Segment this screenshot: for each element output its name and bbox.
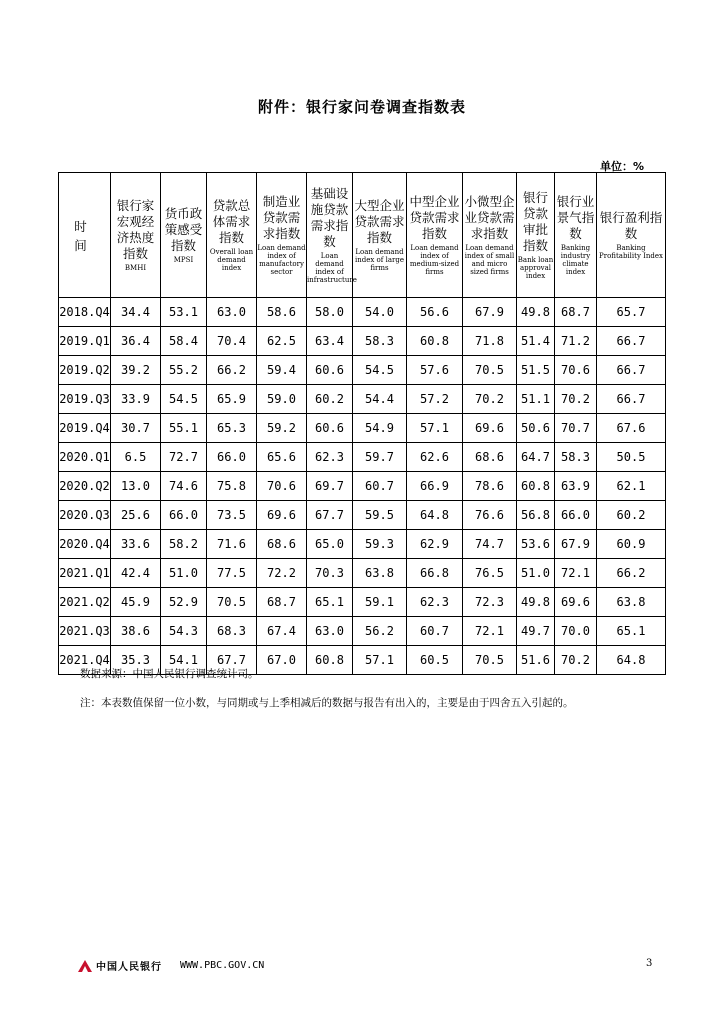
value-cell: 66.8 [407,559,463,588]
value-cell: 58.0 [307,298,353,327]
value-cell: 66.0 [207,443,257,472]
value-cell: 39.2 [111,356,161,385]
value-cell: 59.4 [257,356,307,385]
value-cell: 72.1 [463,617,517,646]
value-cell: 74.6 [161,472,207,501]
value-cell: 35.3 [111,646,161,675]
value-cell: 71.2 [555,327,597,356]
value-cell: 66.2 [207,356,257,385]
value-cell: 66.7 [597,385,666,414]
period-cell: 2020.Q4 [59,530,111,559]
period-cell: 2018.Q4 [59,298,111,327]
header-time [59,173,111,298]
value-cell: 72.2 [257,559,307,588]
period-cell: 2020.Q1 [59,443,111,472]
value-cell: 59.2 [257,414,307,443]
value-cell: 51.1 [517,385,555,414]
value-cell: 58.3 [555,443,597,472]
header-cn-label: 制造业贷款需求指数 [262,194,301,241]
value-cell: 67.6 [597,414,666,443]
value-cell: 71.6 [207,530,257,559]
value-cell: 60.5 [407,646,463,675]
value-cell: 55.1 [161,414,207,443]
value-cell: 70.5 [463,646,517,675]
value-cell: 59.3 [353,530,407,559]
value-cell: 76.6 [463,501,517,530]
column-header [161,173,207,298]
value-cell: 67.7 [207,646,257,675]
value-cell: 59.0 [257,385,307,414]
value-cell: 25.6 [111,501,161,530]
column-header [463,173,517,298]
value-cell: 13.0 [111,472,161,501]
value-cell: 60.6 [307,414,353,443]
value-cell: 70.5 [207,588,257,617]
header-cn-label: 中型企业贷款需求指数 [409,194,460,241]
column-header [597,173,666,298]
header-cn-label: 银行家宏观经济热度指数 [116,198,155,261]
value-cell: 66.0 [555,501,597,530]
header-en-label: Loan demand index of large firms [355,248,404,272]
period-cell: 2019.Q3 [59,385,111,414]
value-cell: 68.3 [207,617,257,646]
value-cell: 62.1 [597,472,666,501]
value-cell: 70.6 [257,472,307,501]
period-cell: 2020.Q2 [59,472,111,501]
value-cell: 49.7 [517,617,555,646]
value-cell: 60.2 [307,385,353,414]
column-header [407,173,463,298]
value-cell: 74.7 [463,530,517,559]
value-cell: 62.3 [307,443,353,472]
value-cell: 62.5 [257,327,307,356]
value-cell: 71.8 [463,327,517,356]
table-row [59,501,666,530]
table-row [59,356,666,385]
value-cell: 67.9 [463,298,517,327]
value-cell: 54.0 [353,298,407,327]
table-header-row [59,173,666,298]
value-cell: 62.6 [407,443,463,472]
table-body [59,298,666,675]
value-cell: 75.8 [207,472,257,501]
value-cell: 63.9 [555,472,597,501]
value-cell: 51.0 [161,559,207,588]
value-cell: 64.8 [407,501,463,530]
header-cn-label: 银行盈利指数 [599,210,663,241]
table-row [59,617,666,646]
header-en-label: Loan demand index of manufactory sector [257,244,306,276]
source-note: 数据来源：中国人民银行调查统计司。 [80,668,259,680]
pbc-logo-icon [78,960,92,972]
value-cell: 70.0 [555,617,597,646]
value-cell: 70.2 [463,385,517,414]
value-cell: 63.8 [353,559,407,588]
value-cell: 62.3 [407,588,463,617]
header-cn-label: 银行业景气指数 [556,194,595,241]
value-cell: 63.0 [307,617,353,646]
footer [78,958,264,973]
index-table [58,172,666,675]
value-cell: 51.0 [517,559,555,588]
value-cell: 51.6 [517,646,555,675]
value-cell: 68.7 [257,588,307,617]
value-cell: 51.4 [517,327,555,356]
header-cn-label: 银行贷款审批指数 [522,190,548,253]
period-cell: 2021.Q1 [59,559,111,588]
value-cell: 56.8 [517,501,555,530]
value-cell: 59.7 [353,443,407,472]
value-cell: 54.5 [161,385,207,414]
value-cell: 62.9 [407,530,463,559]
value-cell: 33.6 [111,530,161,559]
value-cell: 73.5 [207,501,257,530]
value-cell: 51.5 [517,356,555,385]
value-cell: 65.1 [597,617,666,646]
value-cell: 33.9 [111,385,161,414]
value-cell: 68.7 [555,298,597,327]
value-cell: 57.6 [407,356,463,385]
value-cell: 58.4 [161,327,207,356]
table-row [59,443,666,472]
bank-name: 中国人民银行 [96,962,162,973]
value-cell: 66.7 [597,327,666,356]
value-cell: 63.4 [307,327,353,356]
column-header [353,173,407,298]
value-cell: 45.9 [111,588,161,617]
value-cell: 54.4 [353,385,407,414]
value-cell: 65.3 [207,414,257,443]
value-cell: 6.5 [111,443,161,472]
value-cell: 70.6 [555,356,597,385]
header-cn-label: 时 间 [74,219,95,253]
value-cell: 49.8 [517,298,555,327]
value-cell: 67.9 [555,530,597,559]
table-row [59,414,666,443]
value-cell: 66.0 [161,501,207,530]
value-cell: 78.6 [463,472,517,501]
column-header [257,173,307,298]
value-cell: 57.2 [407,385,463,414]
value-cell: 50.6 [517,414,555,443]
table-row [59,559,666,588]
value-cell: 57.1 [353,646,407,675]
value-cell: 66.7 [597,356,666,385]
header-en-label: Loan demand index of infrastructure [307,252,357,284]
website-link[interactable]: WWW.PBC.GOV.CN [180,960,265,971]
value-cell: 54.1 [161,646,207,675]
page-number: 3 [646,958,653,969]
value-cell: 56.2 [353,617,407,646]
value-cell: 52.9 [161,588,207,617]
unit-label: 单位：% [600,160,645,173]
value-cell: 49.8 [517,588,555,617]
header-cn-label: 货币政策感受指数 [164,206,203,253]
value-cell: 77.5 [207,559,257,588]
value-cell: 64.7 [517,443,555,472]
value-cell: 67.4 [257,617,307,646]
value-cell: 58.3 [353,327,407,356]
notes [80,666,574,724]
value-cell: 60.7 [407,617,463,646]
value-cell: 59.1 [353,588,407,617]
value-cell: 60.2 [597,501,666,530]
period-cell: 2019.Q2 [59,356,111,385]
value-cell: 66.9 [407,472,463,501]
period-cell: 2019.Q1 [59,327,111,356]
value-cell: 70.2 [555,646,597,675]
value-cell: 60.8 [307,646,353,675]
rounding-note: 注：本表数值保留一位小数，与同期或与上季相减后的数据与报告有出入的，主要是由于四舍五入引起的。 [80,697,574,709]
value-cell: 53.6 [517,530,555,559]
column-header [555,173,597,298]
value-cell: 60.8 [517,472,555,501]
value-cell: 65.6 [257,443,307,472]
value-cell: 70.7 [555,414,597,443]
value-cell: 55.2 [161,356,207,385]
value-cell: 30.7 [111,414,161,443]
value-cell: 60.8 [407,327,463,356]
value-cell: 69.6 [257,501,307,530]
header-cn-label: 基础设施贷款需求指数 [310,186,349,249]
value-cell: 69.6 [463,414,517,443]
value-cell: 70.3 [307,559,353,588]
value-cell: 58.6 [257,298,307,327]
value-cell: 54.5 [353,356,407,385]
period-cell: 2021.Q3 [59,617,111,646]
value-cell: 64.8 [597,646,666,675]
table-row [59,588,666,617]
table-row [59,327,666,356]
value-cell: 70.4 [207,327,257,356]
value-cell: 65.7 [597,298,666,327]
period-cell: 2021.Q4 [59,646,111,675]
header-en-label: MPSI [173,256,194,264]
header-cn-label: 贷款总体需求指数 [212,198,251,245]
value-cell: 72.7 [161,443,207,472]
value-cell: 70.5 [463,356,517,385]
table-row [59,472,666,501]
value-cell: 69.6 [555,588,597,617]
value-cell: 63.8 [597,588,666,617]
header-en-label: Loan demand index of small and micro sized firms [464,244,515,276]
value-cell: 59.5 [353,501,407,530]
header-en-label: Overall loan demand index [209,248,254,272]
header-en-label: Banking industry climate index [560,244,591,276]
period-cell: 2021.Q2 [59,588,111,617]
value-cell: 63.0 [207,298,257,327]
column-header [111,173,161,298]
value-cell: 65.0 [307,530,353,559]
value-cell: 68.6 [257,530,307,559]
value-cell: 42.4 [111,559,161,588]
value-cell: 34.4 [111,298,161,327]
value-cell: 60.9 [597,530,666,559]
value-cell: 67.7 [307,501,353,530]
header-en-label: Loan demand index of medium-sized firms [409,244,460,276]
header-cn-label: 小微型企业贷款需求指数 [464,194,515,241]
value-cell: 36.4 [111,327,161,356]
value-cell: 53.1 [161,298,207,327]
value-cell: 66.2 [597,559,666,588]
header-en-label: Bank loan approval index [517,256,554,280]
period-cell: 2019.Q4 [59,414,111,443]
value-cell: 50.5 [597,443,666,472]
value-cell: 56.6 [407,298,463,327]
value-cell: 76.5 [463,559,517,588]
value-cell: 54.3 [161,617,207,646]
value-cell: 65.1 [307,588,353,617]
value-cell: 67.0 [257,646,307,675]
value-cell: 60.7 [353,472,407,501]
page-title: 附件：银行家问卷调查指数表 [257,98,466,116]
value-cell: 54.9 [353,414,407,443]
column-header [207,173,257,298]
value-cell: 68.6 [463,443,517,472]
value-cell: 72.3 [463,588,517,617]
table-row [59,385,666,414]
value-cell: 72.1 [555,559,597,588]
column-header [307,173,357,298]
table-row [59,298,666,327]
header-en-label: BMHI [124,264,147,272]
value-cell: 70.2 [555,385,597,414]
table-row [59,530,666,559]
header-cn-label: 大型企业贷款需求指数 [354,198,405,245]
value-cell: 60.6 [307,356,353,385]
value-cell: 65.9 [207,385,257,414]
header-en-label: Banking Profitability Index [599,244,663,260]
value-cell: 58.2 [161,530,207,559]
period-cell: 2020.Q3 [59,501,111,530]
column-header [517,173,555,298]
value-cell: 57.1 [407,414,463,443]
value-cell: 69.7 [307,472,353,501]
value-cell: 38.6 [111,617,161,646]
